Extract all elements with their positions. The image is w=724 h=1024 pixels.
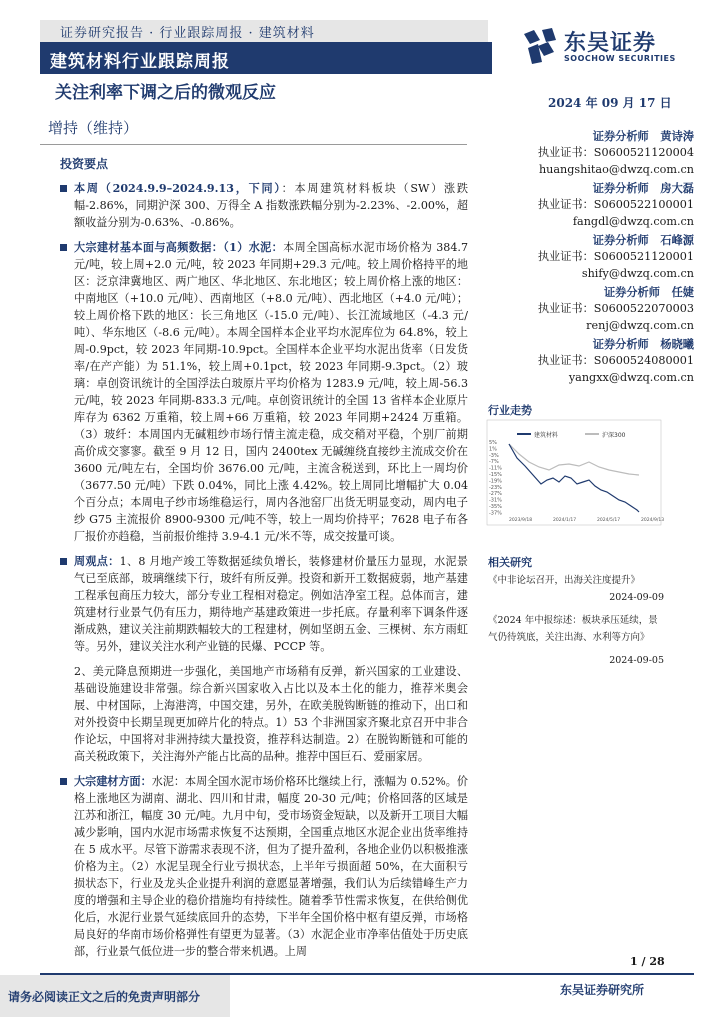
analyst-card [498, 232, 694, 282]
legend-label-1: 建筑材料 [534, 432, 559, 439]
analyst-card [498, 284, 694, 334]
analyst-role: 证券分析师 [592, 233, 649, 247]
top-category-strip [40, 20, 488, 42]
x-tick-label: 2023/9/18 [509, 518, 533, 523]
company-logo [520, 26, 690, 68]
page-number: 1 / 28 [630, 955, 665, 968]
analyst-role: 证券分析师 [603, 285, 660, 299]
analyst-email: yangxx@dwzq.com.cn [568, 371, 694, 384]
y-tick-label: -35% [489, 504, 502, 510]
analyst-license: 执业证书：S0600522070003 [537, 302, 694, 315]
analyst-license: 执业证书：S0600524080001 [537, 354, 694, 367]
y-tick-label: -11% [489, 465, 502, 472]
y-tick-label: -37% [489, 510, 502, 517]
analyst-role: 证券分析师 [592, 181, 649, 195]
report-banner-text: 建筑材料行业跟踪周报 [50, 52, 230, 72]
x-tick-label: 2024/9/13 [641, 518, 665, 523]
paragraph-view-1 [60, 553, 468, 655]
related-item[interactable]: 《中非论坛召开，出海关注度提升》 [488, 575, 641, 586]
rating: 增持（维持） [48, 119, 139, 137]
related-research-list [488, 572, 664, 669]
paragraph-text: 本周全国高标水泥市场价格为 384.7 元/吨，较上周+2.0 元/吨，较 2023 年同期+29.3 元/吨。较上周价格持平的地区：泛京津冀地区、两广地区、华北地区、东北地区；较上周价格上涨的地区：中南地区（+10.0 元/吨）、西南地区（+8.0 元/吨）、西北地区（+4.0 元/吨）；较上周价格下跌的地区：长三角地区（-15.0 元/吨）、长江流域地区（-4.3 元/吨）、华东地区（-8.6 元/吨）。本周全国样本企业平均水泥库位为 64.8%，较上周-0.9pct，较 2023 年同期-10.9pct。全国样本企业平均水泥出货率（日发货率/在产产能）为 51.1%，较上周+0.1pct，较 2023 年同期-9.3pct。（2）玻璃：卓创资讯统计的全国浮法白玻原片平均价格为 1283.9 元/吨，较上周-56.3 元/吨，较 2023 年同期-833.3 元/吨。卓创资讯统计的全国 13 省样本企业原片库存为 6362 万重箱，较上周+66 万重箱，较 2023 年同期+2424 万重箱。（3）玻纤：本周国内无碱粗纱市场行情主流走稳，成交稍对平稳，个别厂前期高价成交寥寥。截至 9 月 12 日，国内 2400tex 无碱缠绕直接纱主流成交价在 3600 元/吨左右，全国均价 3676.00 元/吨，主流含税送到，环比上一周均价（3677.50 元/吨）下跌 0.04%，同比上涨 4.42%。较上周同比增幅扩大 0.04 个百分点；本周电子纱市场维稳运行，周内各池窑厂出货无明显变动，周内电子纱 G75 主流报价 8900-9300 元/吨不等，较上一周均价持平；7628 电子布各厂报价亦趋稳，当前报价维持 3.9-4.1 元/米不等，成交按量可谈。 [74, 241, 469, 543]
y-tick-label: 1% [489, 446, 497, 453]
paragraph-weekly [60, 180, 468, 231]
paragraph-text: ：本周建筑材料板块（SW）涨跌幅-2.86%，同期沪深 300、万得全 A 指数涨跌幅分别为-2.23%、-2.00%，超额收益分别为-0.63%、-0.86%。 [74, 182, 468, 229]
bullet-square-icon [60, 185, 67, 192]
analyst-license: 执业证书：S0600522100001 [537, 198, 694, 211]
y-tick-label: -23% [489, 484, 502, 491]
paragraph-lead: 本周（2024.9.9–2024.9.13，下同） [74, 182, 282, 195]
paragraph-view-2 [60, 663, 468, 765]
footer-disclaimer: 请务必阅读正文之后的免责声明部分 [8, 990, 201, 1004]
analyst-email: shify@dwzq.com.cn [581, 267, 694, 280]
analyst-role: 证券分析师 [592, 337, 649, 351]
paragraph-lead: 大宗建材方面： [74, 775, 152, 788]
analyst-list [498, 128, 694, 388]
y-tick-label: -27% [489, 491, 502, 498]
analyst-name: 任婕 [671, 285, 694, 299]
bullet-square-icon [60, 244, 67, 251]
paragraph-text: 1、8 月地产竣工等数据延续负增长，装修建材价量压力显现，水泥景气已至底部，玻璃继续下行，玻纤有所反弹。投资和新开工数据疲弱，地产基建工程承包商压力较大，部分专业工程相对稳定。例如洁净室工程。总体而言，建筑建材行业景气仍有压力，期待地产基建政策进一步托底。存量利率下调条件逐渐成熟，建议关注前期跌幅较大的工程建材，例如坚朗五金、三棵树、东方雨虹等。另外，建议关注水利产业链的民爆、PCCP 等。 [74, 555, 468, 653]
report-banner [40, 42, 492, 74]
logo-chinese-name: 东吴证券 [564, 31, 657, 56]
bullet-square-icon [60, 778, 67, 785]
x-tick-label: 2024/5/17 [597, 518, 621, 523]
related-item-date: 2024-09-05 [609, 655, 664, 666]
paragraph-text: 水泥：本周全国水泥市场价格环比继续上行，涨幅为 0.52%。价格上涨地区为湖南、湖北、四川和甘肃，幅度 20-30 元/吨；价格回落的区域是江苏和浙江，幅度 30 元/吨。九月中旬，受市场资金短缺，以及新开工项目大幅减少影响，国内水泥市场需求恢复不达预期，全国重点地区水泥企业出货率维持在 5 成水平。尽管下游需求表现不济，但为了提升盈利，各地企业仍以积极推涨价格为主。（2）水泥呈现全行业亏损状态，上半年亏损面超 50%，在大面积亏损状态下，行业及龙头企业提升利润的意愿显著增强，我们认为后续错峰生产力度的增强和主导企业的稳价措施均有持续性。随着季节性需求恢复，在供给侧优化后，水泥行业景气延续底回升的态势，下半年全国价格中枢有望反弹，市场格局良好的华南市场价格弹性有望更为显著。（3）水泥企业市净率估值处于历史底部，行业景气低位进一步的整合带来机遇。上周 [74, 775, 468, 958]
analyst-name: 黄诗涛 [660, 129, 694, 143]
y-tick-label: 5% [489, 440, 497, 446]
x-tick-label: 2024/1/17 [553, 518, 577, 523]
analyst-card [498, 128, 694, 178]
logo-mark-icon [520, 26, 560, 66]
divider [40, 144, 467, 145]
analyst-email: huangshitao@dwzq.com.cn [538, 163, 694, 176]
y-tick-label: -3% [489, 452, 499, 459]
trend-chart [487, 420, 665, 525]
key-points [60, 155, 468, 968]
paragraph-bulk-materials [60, 773, 468, 960]
paragraph-fundamentals [60, 239, 468, 545]
analyst-email: fangdl@dwzq.com.cn [572, 215, 694, 228]
y-tick-label: -15% [489, 472, 502, 478]
footer-company: 东吴证券研究所 [560, 983, 645, 997]
chart-title: 行业走势 [488, 404, 532, 417]
bullet-square-icon [60, 558, 67, 565]
legend-label-2: 沪深300 [602, 432, 626, 439]
paragraph-lead: 周观点： [74, 555, 120, 568]
analyst-name: 房大磊 [660, 181, 694, 195]
analyst-license: 执业证书：S0600521120004 [537, 146, 694, 159]
related-research-title: 相关研究 [488, 556, 532, 569]
analyst-license: 执业证书：S0600521120001 [537, 250, 694, 263]
trend-chart-svg [487, 420, 665, 525]
analyst-card [498, 336, 694, 386]
series-building-materials-line [509, 444, 639, 512]
related-item[interactable]: 《2024 年中报综述：板块承压延续，景气仍待筑底，关注出海、水利等方向》 [488, 615, 658, 643]
key-points-heading: 投资要点 [60, 157, 109, 171]
related-item-date: 2024-09-09 [609, 592, 664, 603]
paragraph-lead: 大宗建材基本面与高频数据：（1）水泥： [74, 241, 284, 254]
report-title: 关注利率下调之后的微观反应 [55, 83, 276, 103]
analyst-card [498, 180, 694, 230]
analyst-name: 杨晓曦 [660, 337, 694, 351]
report-date: 2024 年 09 月 17 日 [548, 96, 672, 110]
analyst-role: 证券分析师 [592, 129, 649, 143]
paragraph-text: 2、美元降息预期进一步强化，美国地产市场稍有反弹，新兴国家的工业建设、基础设施建设非常强。综合新兴国家收入占比以及本土化的能力，推荐米奥会展、中材国际，上海港湾，中国交建，另外，在欧美脱钩断链的推动下，出口和对外投资中长期呈现更加碎片化的特点。1）53 个非洲国家齐聚北京召开中非合作论坛，中国将对非洲持续大量投资，推荐科达制造。2）在脱钩断链和可能的高关税政策下，关注海外产能占比高的品种。推荐中国巨石、爱丽家居。 [74, 665, 468, 763]
y-tick-label: -19% [489, 478, 502, 485]
analyst-name: 石峰源 [660, 233, 694, 247]
analyst-email: renj@dwzq.com.cn [586, 319, 694, 332]
y-tick-label: -31% [489, 497, 502, 504]
y-tick-label: -7% [489, 459, 499, 466]
top-category-text: 证券研究报告 · 行业跟踪周报 · 建筑材料 [60, 26, 315, 41]
logo-english-name: SOOCHOW SECURITIES [564, 54, 676, 63]
footer-disclaimer-box [0, 975, 230, 1017]
